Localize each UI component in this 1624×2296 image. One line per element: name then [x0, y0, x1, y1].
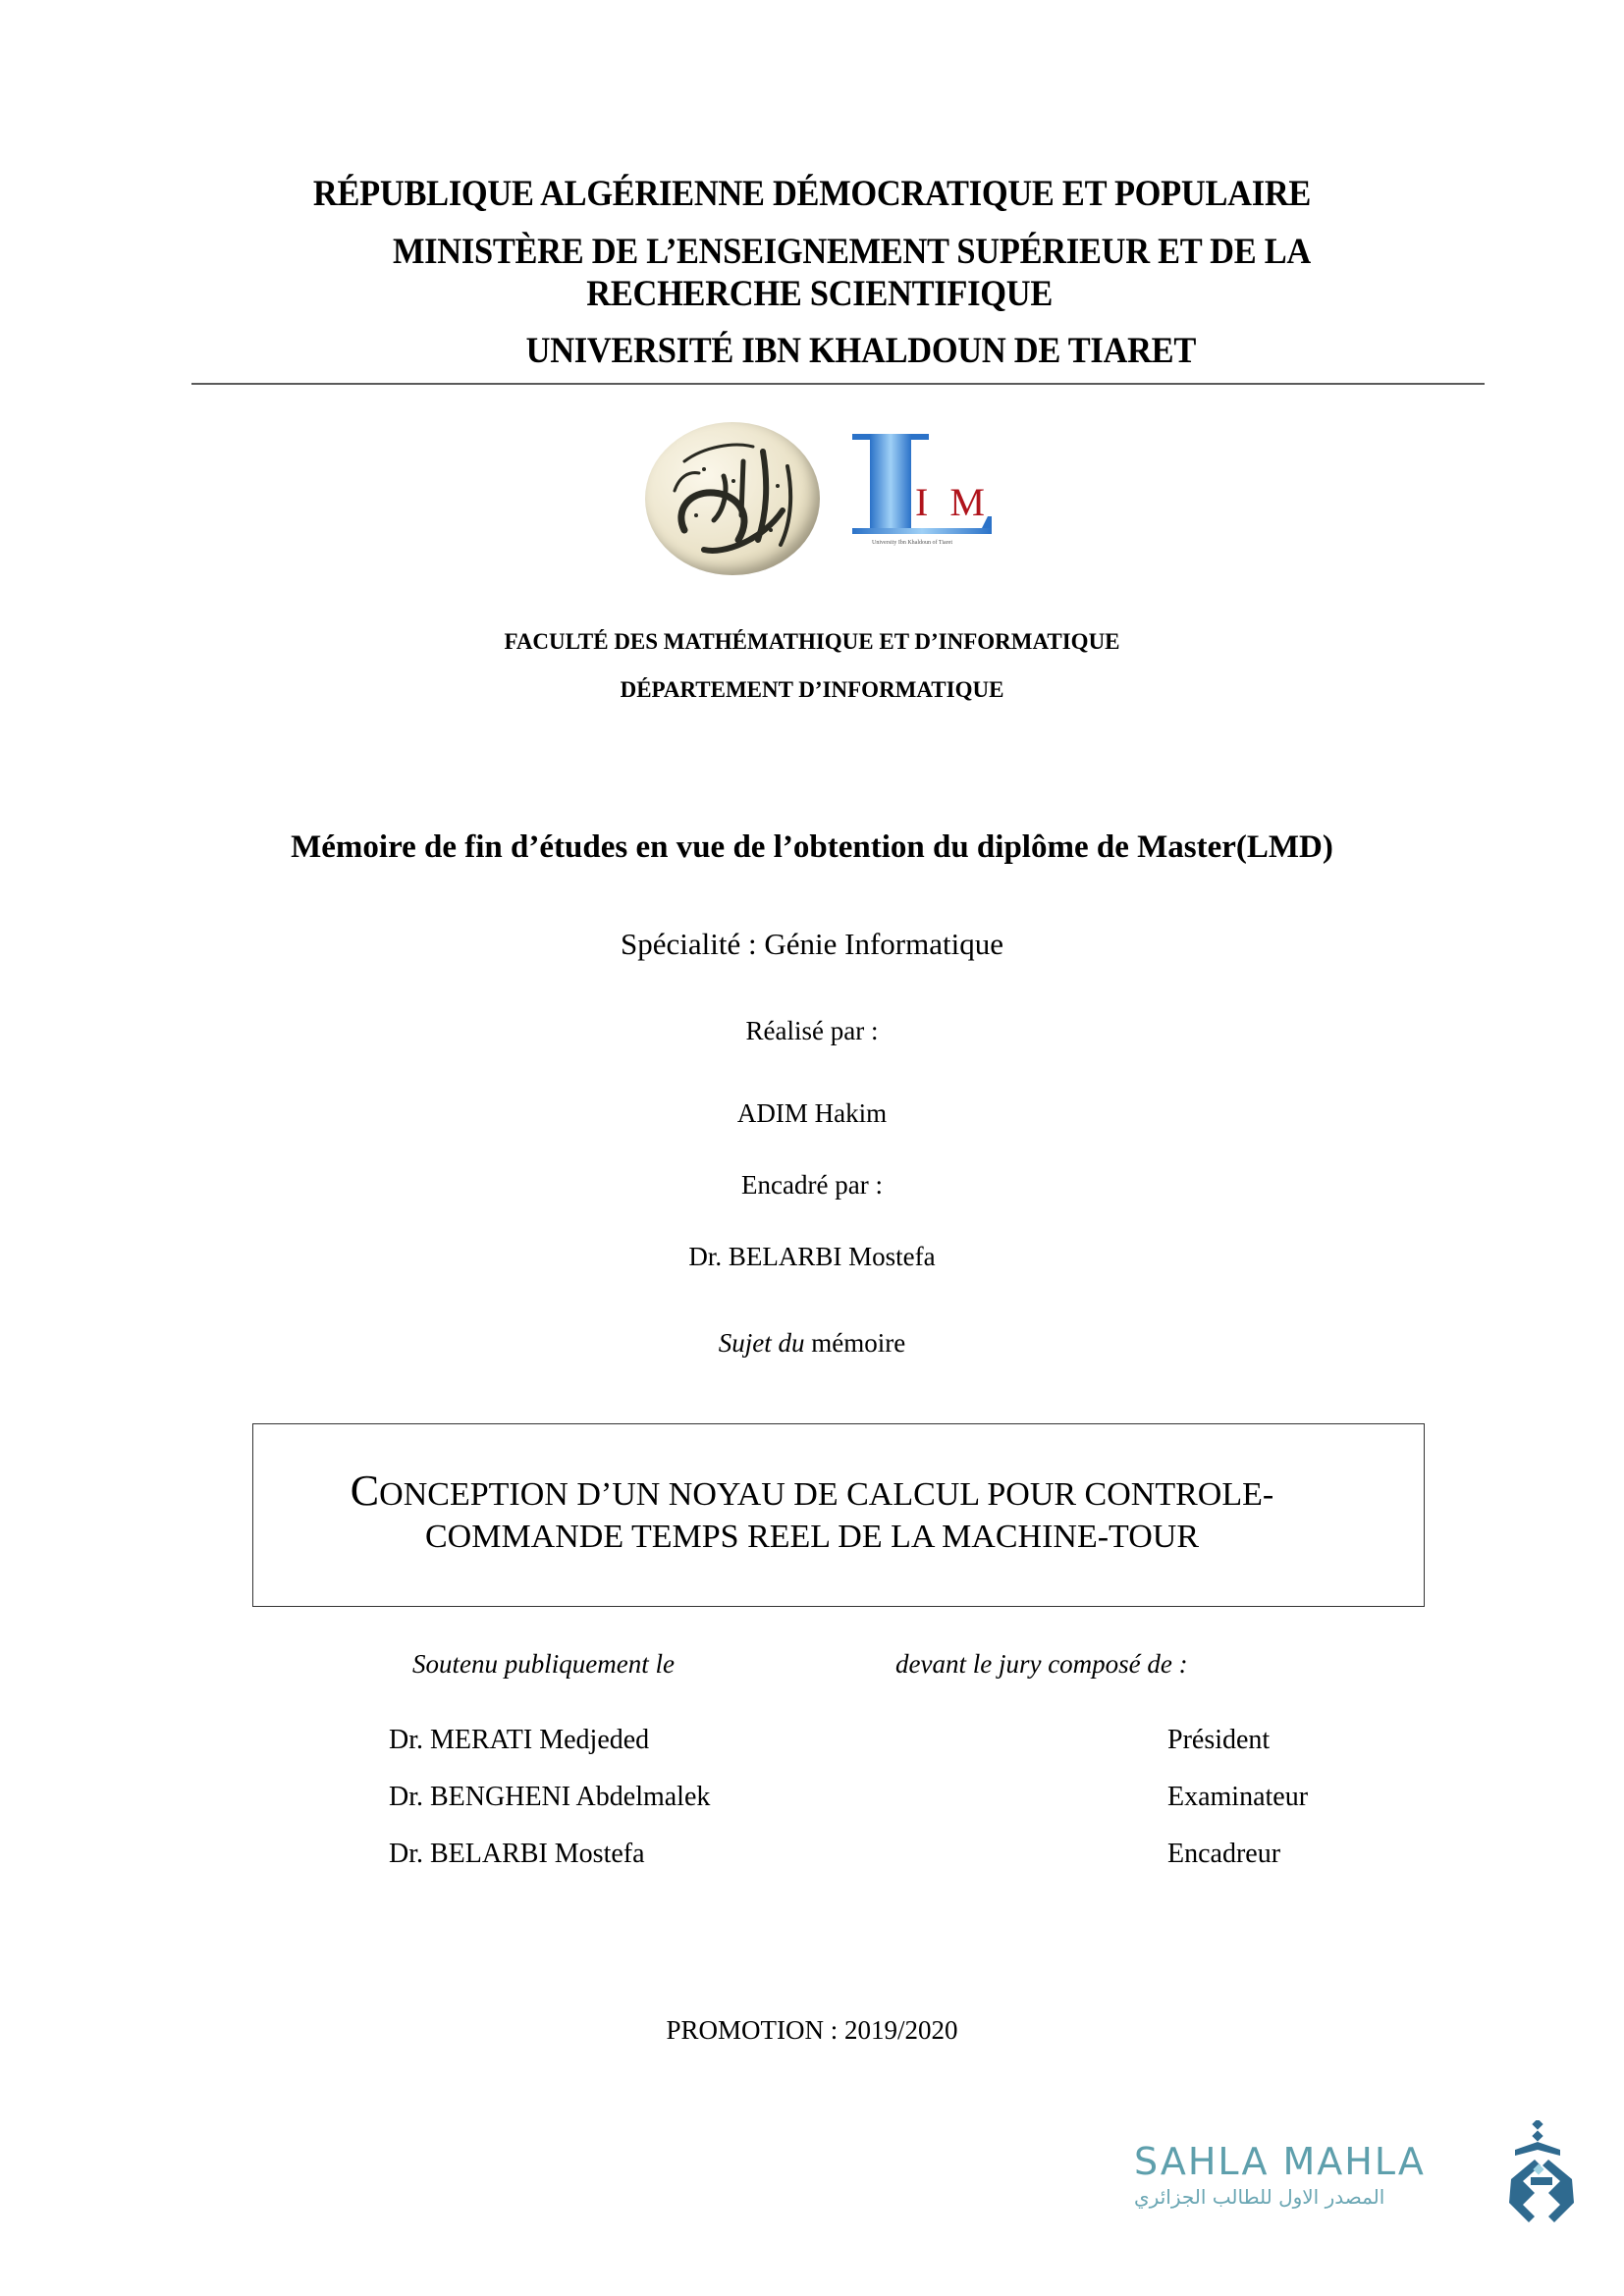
university-logo: [645, 422, 820, 575]
supervised-by-label: Encadré par :: [741, 1170, 883, 1200]
jury-member-name: Dr. BELARBI Mostefa: [389, 1839, 645, 1869]
subject-label: [0, 1328, 1624, 1359]
ministry-heading-cont: RECHERCHE SCIENTIFIQUE: [586, 274, 1054, 314]
jury-member-role: Président: [1167, 1725, 1271, 1755]
subject-label-rest: mémoire: [804, 1328, 906, 1358]
title-initial: C: [350, 1467, 380, 1515]
sahla-brand: SAHLA MAHLA: [1134, 2140, 1426, 2183]
defense-date-label: Soutenu publiquement le: [412, 1649, 675, 1679]
republic-heading: RÉPUBLIQUE ALGÉRIENNE DÉMOCRATIQUE ET POPULAIRE: [312, 174, 1312, 214]
made-by-label: Réalisé par :: [745, 1016, 879, 1045]
university-heading: UNIVERSITÉ IBN KHALDOUN DE TIARET: [525, 331, 1196, 371]
specialty: Spécialité : Génie Informatique: [621, 927, 1003, 961]
thesis-title-line-2: COMMANDE TEMPS REEL DE LA MACHINE-TOUR: [424, 1519, 1199, 1555]
supervisor-name: Dr. BELARBI Mostefa: [688, 1242, 936, 1271]
department-name: DÉPARTEMENT D’INFORMATIQUE: [620, 677, 1004, 702]
jury-label: devant le jury composé de :: [895, 1649, 1188, 1679]
ministry-heading: MINISTÈRE DE L’ENSEIGNEMENT SUPÉRIEUR ET DE LA: [392, 232, 1311, 272]
jury-member-role: Encadreur: [1167, 1839, 1281, 1869]
author-name: ADIM Hakim: [736, 1098, 888, 1128]
sahla-emblem-icon: [1505, 2120, 1578, 2226]
title-line-1-text: ONCEPTION D’UN NOYAU DE CALCUL POUR CONTROLE-: [379, 1476, 1274, 1513]
lim-caption: University Ibn Khaldoun of Tiaret: [872, 540, 952, 546]
promotion: PROMOTION : 2019/2020: [666, 2015, 958, 2045]
subject-label-italic: Sujet du: [718, 1328, 805, 1358]
jury-member-name: Dr. MERATI Medjeded: [389, 1725, 650, 1755]
lim-letters: I M: [915, 480, 991, 524]
sahla-tagline: المصدر الاول للطالب الجزائري: [1134, 2185, 1385, 2209]
header-divider: [191, 383, 1485, 385]
sahla-mahla-watermark: [1134, 2140, 1507, 2209]
jury-member-name: Dr. BENGHENI Abdelmalek: [389, 1782, 711, 1812]
thesis-type: Mémoire de fin d’études en vue de l’obtention du diplôme de Master(LMD): [291, 829, 1333, 865]
thesis-title-line-1: [0, 1466, 1624, 1516]
lim-logo: [852, 434, 995, 557]
jury-member-role: Examinateur: [1167, 1782, 1309, 1812]
faculty-name: FACULTÉ DES MATHÉMATHIQUE ET D’INFORMATIQUE: [504, 629, 1120, 654]
